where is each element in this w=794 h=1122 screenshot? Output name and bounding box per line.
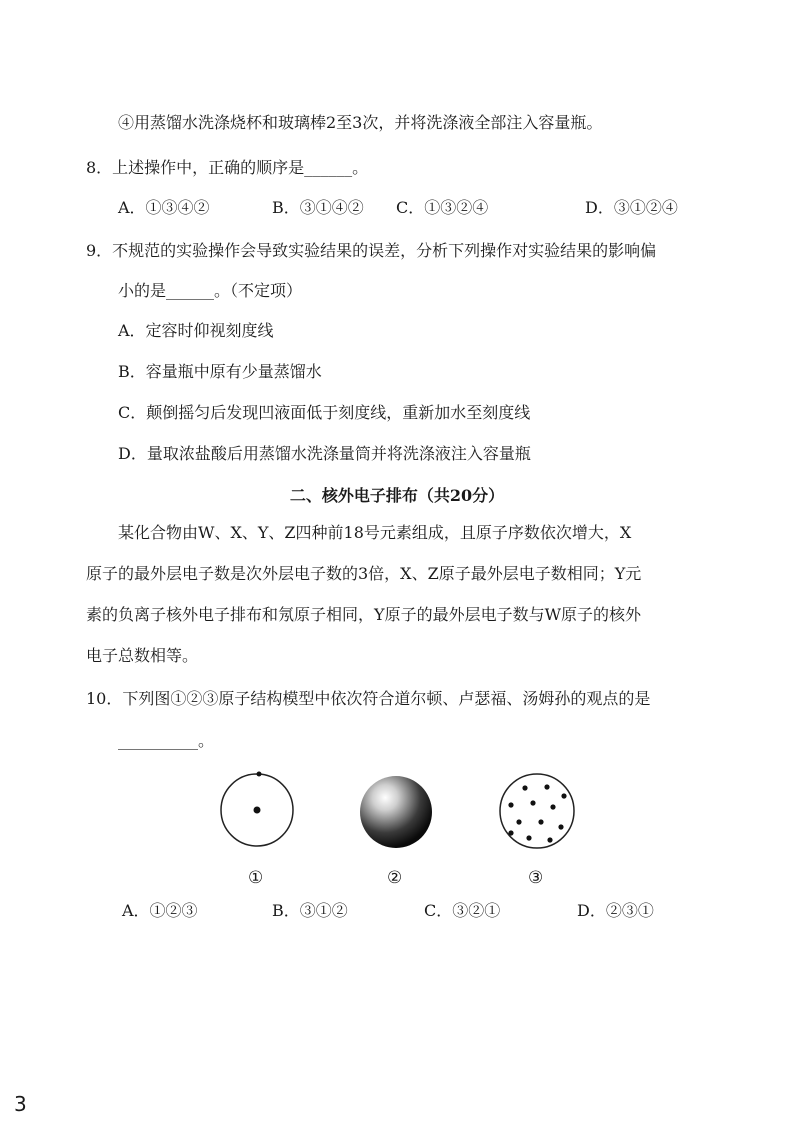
q10-stem-line1: 10．下列图①②③原子结构模型中依次符合道尔顿、卢瑟福、汤姆孙的观点的是 — [86, 689, 651, 708]
dalton-model-icon — [360, 776, 432, 848]
section2-heading: 二、核外电子排布（共20分） — [289, 486, 505, 505]
step4-text: ④用蒸馏水洗涤烧杯和玻璃棒2至3次，并将洗涤液全部注入容量瓶。 — [118, 113, 603, 132]
q8-option-b[interactable]: B．③①④② — [272, 198, 364, 217]
figure-label-2: ② — [387, 868, 403, 888]
figure-label-3: ③ — [528, 868, 544, 888]
figure-label-1: ① — [248, 868, 264, 888]
page-number: 3 — [14, 1092, 27, 1116]
q10-option-d[interactable]: D．②③① — [577, 901, 654, 920]
section2-intro-line2: 原子的最外层电子数是次外层电子数的3倍，X、Z原子最外层电子数相同；Y元 — [86, 564, 642, 583]
q10-option-b[interactable]: B．③①② — [272, 901, 348, 920]
section2-intro-line1: 某化合物由W、X、Y、Z四种前18号元素组成，且原子序数依次增大，X — [118, 523, 632, 542]
q8-option-d[interactable]: D．③①②④ — [585, 198, 678, 217]
q9-stem-line1: 9．不规范的实验操作会导致实验结果的误差，分析下列操作对实验结果的影响偏 — [86, 241, 657, 260]
q8-stem: 8．上述操作中，正确的顺序是______。 — [86, 158, 369, 177]
q10-stem-line2: __________。 — [118, 731, 215, 750]
section2-intro-line4: 电子总数相等。 — [86, 646, 199, 665]
q10-option-c[interactable]: C．③②① — [424, 901, 501, 920]
q10-option-a[interactable]: A．①②③ — [122, 901, 198, 920]
rutherford-model-icon — [221, 772, 293, 847]
thomson-model-icon — [500, 774, 574, 848]
q8-option-c[interactable]: C．①③②④ — [396, 198, 489, 217]
atom-models-figure — [0, 765, 794, 885]
q9-option-b[interactable]: B．容量瓶中原有少量蒸馏水 — [118, 362, 322, 381]
q9-stem-line2: 小的是______。（不定项） — [118, 281, 303, 300]
q9-option-a[interactable]: A．定容时仰视刻度线 — [118, 321, 274, 340]
section2-intro-line3: 素的负离子核外电子排布和氖原子相同，Y原子的最外层电子数与W原子的核外 — [86, 605, 642, 624]
q9-option-d[interactable]: D．量取浓盐酸后用蒸馏水洗涤量筒并将洗涤液注入容量瓶 — [118, 444, 531, 463]
q9-option-c[interactable]: C．颠倒摇匀后发现凹液面低于刻度线，重新加水至刻度线 — [118, 403, 531, 422]
q8-option-a[interactable]: A．①③④② — [118, 198, 210, 217]
